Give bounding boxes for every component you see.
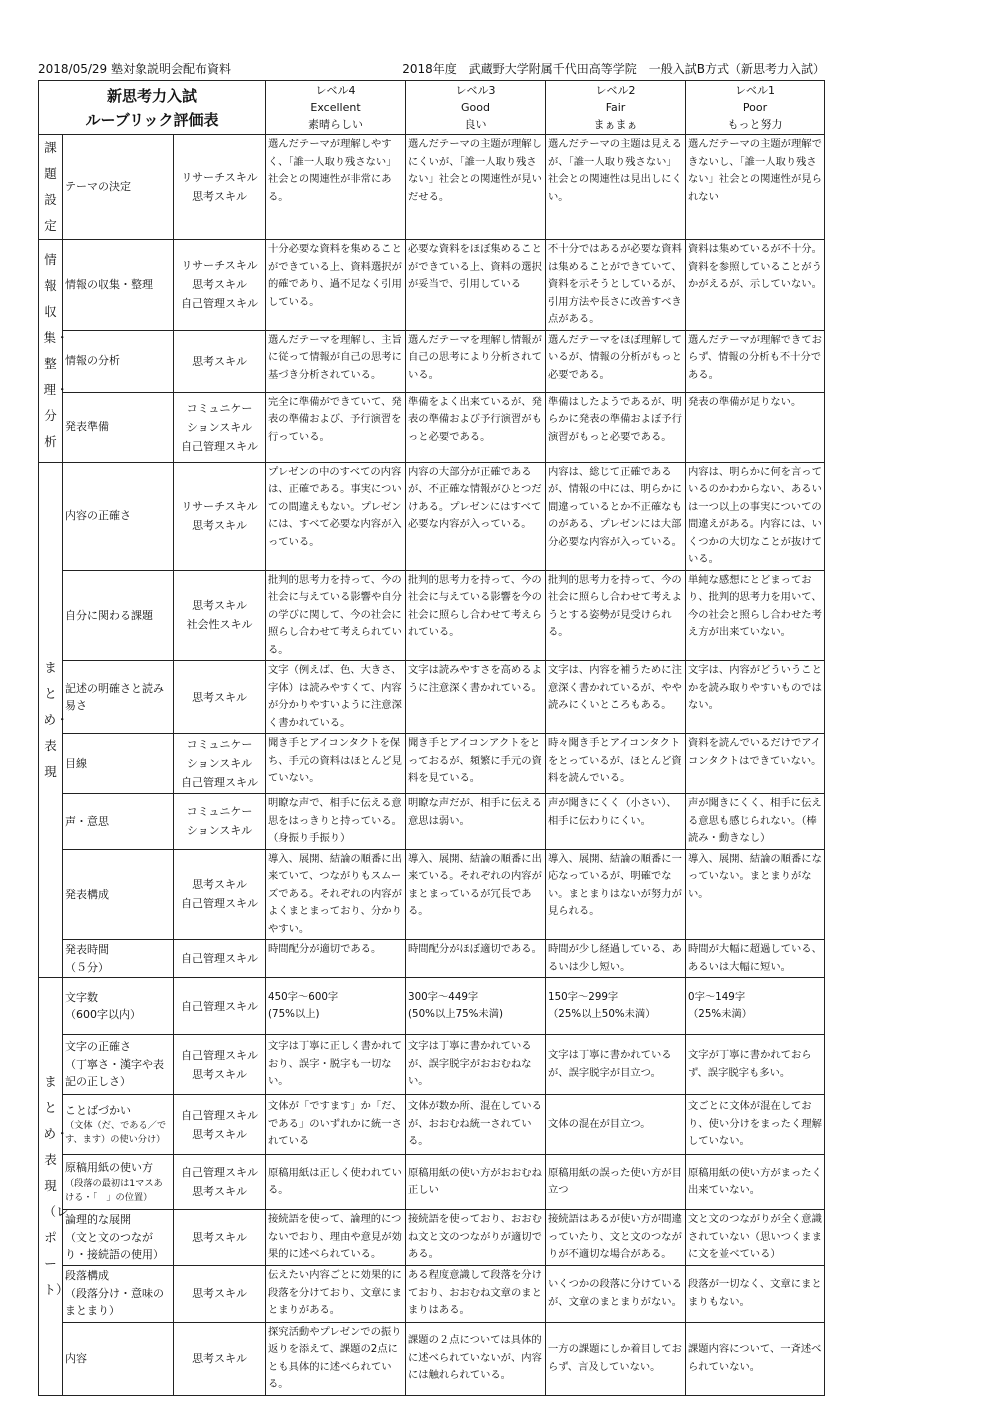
item-note: （段落の最初は1マスあける・「 」の位置） bbox=[65, 1177, 163, 1203]
criteria-l3: 文字は読みやすさを高めるように注意深く書かれている。 bbox=[406, 661, 546, 734]
criteria-l1: 原稿用紙の使い方がまったく出来ていない。 bbox=[686, 1155, 825, 1210]
criteria-l4: 文字は丁寧に正しく書かれており、誤字・脱字も一切ない。 bbox=[266, 1035, 406, 1095]
criteria-l4: 文体が「ですます」か「だ、である」のいずれかに統一されている bbox=[266, 1095, 406, 1155]
level-header-row bbox=[39, 81, 825, 135]
criteria-l2: 批判的思考力を持って、今の社会に照らし合わせて考えようとする姿勢が見受けられる。 bbox=[546, 570, 686, 661]
criteria-l3: 300字～449字 (50%以上75%未満) bbox=[406, 978, 546, 1035]
table-row bbox=[39, 570, 825, 661]
category-label: まとめ・表現（レポート） bbox=[43, 1074, 69, 1298]
criteria-l4: 導入、展開、結論の順番に出来ていて、つながりもスムーズである。それぞれの内容がよくまとまっており、分かりやすい。 bbox=[266, 849, 406, 940]
criteria-l1: 0字～149字 （25%未満） bbox=[686, 978, 825, 1035]
table-title bbox=[39, 81, 266, 135]
table-row bbox=[39, 240, 825, 331]
criteria-l2: 原稿用紙の誤った使い方が目立つ bbox=[546, 1155, 686, 1210]
table-row bbox=[39, 940, 825, 978]
level4-en: Excellent bbox=[310, 101, 361, 114]
criteria-l1: 選んだテーマが理解できておらず、情報の分析も不十分である。 bbox=[686, 330, 825, 392]
skill-cell: 自己管理スキル 思考スキル bbox=[174, 1095, 266, 1155]
item-cell bbox=[63, 794, 174, 850]
level2-name: レベル2 bbox=[595, 84, 636, 97]
criteria-l3: 時間配分がほぼ適切である。 bbox=[406, 940, 546, 978]
item-cell bbox=[63, 462, 174, 570]
item-cell bbox=[63, 734, 174, 794]
level3-header bbox=[406, 81, 546, 135]
item-label: 内容の正確さ bbox=[65, 509, 131, 523]
criteria-l2: 選んだテーマをほぼ理解しているが、情報の分析がもっと必要である。 bbox=[546, 330, 686, 392]
item-cell bbox=[63, 1265, 174, 1322]
table-row bbox=[39, 661, 825, 734]
criteria-l2: 文体の混在が目立つ。 bbox=[546, 1095, 686, 1155]
skill-cell: コミュニケー ションスキル 自己管理スキル bbox=[174, 734, 266, 794]
criteria-l3: 接続語を使っており、おおむね文と文のつながりが適切である。 bbox=[406, 1210, 546, 1266]
criteria-l2: 不十分ではあるが必要な資料は集めることができていて、資料を示そうとしているが、引用方法や長さに改善すべき点がある。 bbox=[546, 240, 686, 331]
category-cell bbox=[39, 978, 69, 1396]
criteria-l4: 探究活動やプレゼンでの振り返りを添えて、課題の2点にとも具体的に述べられている。 bbox=[266, 1322, 406, 1395]
category-cell bbox=[39, 240, 69, 463]
skill-cell: コミュニケー ションスキル 自己管理スキル bbox=[174, 392, 266, 462]
skill-cell: 思考スキル bbox=[174, 1322, 266, 1395]
criteria-l3: ある程度意識して段落を分けており、おおむね文章のまとまりはある。 bbox=[406, 1265, 546, 1322]
item-label: 自分に関わる課題 bbox=[65, 608, 153, 622]
criteria-l4: プレゼンの中のすべての内容は、正確である。事実についての間違えもない。プレゼンには、すべて必要な内容が入っている。 bbox=[266, 462, 406, 570]
rubric-table bbox=[38, 80, 825, 1396]
criteria-l2: 声が聞きにくく（小さい）、相手に伝わりにくい。 bbox=[546, 794, 686, 850]
table-row bbox=[39, 330, 825, 392]
category-cell bbox=[39, 462, 69, 978]
item-label: 文字の正確さ （丁寧さ・漢字や表記の正しさ） bbox=[65, 1040, 164, 1089]
criteria-l1: 単純な感想にとどまっており、批判的思考力を用いて、今の社会と照らし合わせた考え方が出来ていない。 bbox=[686, 570, 825, 661]
criteria-l3: 聞き手とアイコンアクトをとっておるが、頻繁に手元の資料を見ている。 bbox=[406, 734, 546, 794]
level1-header bbox=[686, 81, 825, 135]
skill-cell: 思考スキル bbox=[174, 1265, 266, 1322]
criteria-l1: 選んだテーマの主題が理解できないし、「誰一人取り残さない」社会との関連性が見られない bbox=[686, 135, 825, 240]
category-label: 課題設定 bbox=[44, 140, 57, 233]
table-row bbox=[39, 1265, 825, 1322]
skill-cell: 自己管理スキル 思考スキル bbox=[174, 1035, 266, 1095]
skill-cell: 思考スキル 自己管理スキル bbox=[174, 849, 266, 940]
skill-cell: 自己管理スキル bbox=[174, 978, 266, 1035]
criteria-l2: 一方の課題にしか着目しておらず、言及していない。 bbox=[546, 1322, 686, 1395]
level4-header bbox=[266, 81, 406, 135]
title-line1: 新思考力入試 bbox=[107, 86, 198, 105]
skill-cell: コミュニケー ションスキル bbox=[174, 794, 266, 850]
criteria-l4: 原稿用紙は正しく使われている。 bbox=[266, 1155, 406, 1210]
table-row bbox=[39, 794, 825, 850]
item-cell bbox=[63, 392, 174, 462]
criteria-l3: 選んだテーマの主題が理解しにくいが、「誰一人取り残さない」社会との関連性が見いだせる。 bbox=[406, 135, 546, 240]
criteria-l1: 内容は、明らかに何を言っているのかわからない、あるいは一つ以上の事実についての間違えがある。内容には、いくつかの大切なことが抜けている。 bbox=[686, 462, 825, 570]
item-note: （文体（だ、である／です、ます）の使い分け） bbox=[65, 1120, 167, 1146]
criteria-l3: 文体が数か所、混在しているが、おおむね統一されている。 bbox=[406, 1095, 546, 1155]
criteria-l3: 原稿用紙の使い方がおおむね正しい bbox=[406, 1155, 546, 1210]
table-row bbox=[39, 392, 825, 462]
skill-cell: 自己管理スキル 思考スキル bbox=[174, 1155, 266, 1210]
criteria-l1: 段落が一切なく、文章にまとまりもない。 bbox=[686, 1265, 825, 1322]
criteria-l4: 批判的思考力を持って、今の社会に与えている影響や自分の学びに関して、今の社会に照らし合わせて考えられている。 bbox=[266, 570, 406, 661]
criteria-l2: いくつかの段落に分けているが、文章のまとまりがない。 bbox=[546, 1265, 686, 1322]
item-label: 情報の収集・整理 bbox=[65, 278, 153, 291]
item-cell bbox=[63, 1155, 174, 1210]
level2-header bbox=[546, 81, 686, 135]
criteria-l2: 文字は丁寧に書かれているが、誤字脱字が目立つ。 bbox=[546, 1035, 686, 1095]
criteria-l3: 批判的思考力を持って、今の社会に与えている影響を今の社会に照らし合わせて考えられている。 bbox=[406, 570, 546, 661]
category-cell bbox=[39, 135, 63, 240]
criteria-l1: 声が聞きにくく、相手に伝える意思も感じられない。（棒読み・動きなし） bbox=[686, 794, 825, 850]
criteria-l1: 課題内容について、一斉述べられていない。 bbox=[686, 1322, 825, 1395]
skill-cell: リサーチスキル 思考スキル 自己管理スキル bbox=[174, 240, 266, 331]
item-cell bbox=[63, 849, 174, 940]
criteria-l2: 150字～299字 （25%以上50%未満） bbox=[546, 978, 686, 1035]
criteria-l3: 明瞭な声だが、相手に伝える意思は弱い。 bbox=[406, 794, 546, 850]
criteria-l4: 接続語を使って、論理的につないでおり、理由や意見が効果的に述べられている。 bbox=[266, 1210, 406, 1266]
item-label: 記述の明確さと読み易さ bbox=[65, 681, 164, 712]
criteria-l2: 時々聞き手とアイコンタクトをとっているが、ほとんど資料を読んでいる。 bbox=[546, 734, 686, 794]
item-label: ことばづかい bbox=[65, 1103, 131, 1117]
criteria-l2: 時間が少し経過している、あるいは少し短い。 bbox=[546, 940, 686, 978]
title-line2: ルーブリック評価表 bbox=[85, 110, 219, 129]
criteria-l4: 選んだテーマを理解し、主旨に従って情報が自己の思考に基づき分析されている。 bbox=[266, 330, 406, 392]
item-label: 情報の分析 bbox=[65, 354, 120, 368]
criteria-l3: 選んだテーマを理解し情報が自己の思考により分析されている。 bbox=[406, 330, 546, 392]
criteria-l3: 内容の大部分が正確であるが、不正確な情報がひとつだけある。プレゼンにはすべて必要な内容が入っている。 bbox=[406, 462, 546, 570]
table-row bbox=[39, 462, 825, 570]
criteria-l2: 選んだテーマの主題は見えるが、「誰一人取り残さない」社会との関連性は見出しにくい。 bbox=[546, 135, 686, 240]
item-cell bbox=[63, 1035, 174, 1095]
item-cell bbox=[63, 978, 174, 1035]
item-cell bbox=[63, 1210, 174, 1266]
criteria-l4: 十分必要な資料を集めることができている上、資料選択が的確であり、過不足なく引用している。 bbox=[266, 240, 406, 331]
item-cell bbox=[63, 330, 174, 392]
item-label: 段落構成 （段落分け・意味のまとまり） bbox=[65, 1269, 164, 1318]
level4-jp: 素晴らしい bbox=[308, 118, 364, 131]
table-row bbox=[39, 1035, 825, 1095]
skill-cell: リサーチスキル 思考スキル bbox=[174, 135, 266, 240]
criteria-l2: 内容は、総じて正確であるが、情報の中には、明らかに間違っているとか不正確なものがある、プレゼンには大部分必要な内容が入っている。 bbox=[546, 462, 686, 570]
criteria-l4: 時間配分が適切である。 bbox=[266, 940, 406, 978]
item-label: 発表準備 bbox=[65, 420, 109, 434]
item-label: 目線 bbox=[65, 756, 87, 770]
criteria-l4: 伝えたい内容ごとに効果的に段落を分けており、文章にまとまりがある。 bbox=[266, 1265, 406, 1322]
item-label: 原稿用紙の使い方 bbox=[65, 1161, 153, 1175]
item-label: 文字数 （600字以内） bbox=[65, 990, 141, 1021]
level1-name: レベル1 bbox=[735, 84, 776, 97]
criteria-l3: 必要な資料をほぼ集めることができている上、資料の選択が妥当で、引用している bbox=[406, 240, 546, 331]
level3-en: Good bbox=[461, 101, 490, 114]
criteria-l3: 準備をよく出来ているが、発表の準備および予行演習がもっと必要である。 bbox=[406, 392, 546, 462]
criteria-l2: 準備はしたようであるが、明らかに発表の準備およぼ予行演習がもっと必要である。 bbox=[546, 392, 686, 462]
criteria-l1: 資料を読んでいるだけでアイコンタクトはできていない。 bbox=[686, 734, 825, 794]
item-label: 内容 bbox=[65, 1351, 87, 1365]
category-label: まとめ・表現 bbox=[43, 659, 69, 779]
level3-jp: 良い bbox=[464, 118, 487, 131]
item-label: 論理的な展開 （文と文のつながり・接続語の使用） bbox=[65, 1213, 164, 1261]
criteria-l1: 時間が大幅に超過している、あるいは大幅に短い。 bbox=[686, 940, 825, 978]
table-row bbox=[39, 978, 825, 1035]
criteria-l3: 課題の２点については具体的に述べられていないが、内容には触れられている。 bbox=[406, 1322, 546, 1395]
criteria-l4: 選んだテーマが理解しやすく、「誰一人取り残さない」社会との関連性が非常にある。 bbox=[266, 135, 406, 240]
criteria-l4: 聞き手とアイコンタクトを保ち、手元の資料はほとんど見ていない。 bbox=[266, 734, 406, 794]
item-cell bbox=[63, 135, 174, 240]
level1-en: Poor bbox=[742, 101, 768, 114]
criteria-l1: 資料は集めているが不十分。資料を参照していることがうかがえるが、示していない。 bbox=[686, 240, 825, 331]
criteria-l1: 文字は、内容がどういうことかを読み取りやすいものではない。 bbox=[686, 661, 825, 734]
criteria-l4: 明瞭な声で、相手に伝える意思をはっきりと持っている。（身振り手振り） bbox=[266, 794, 406, 850]
item-label: 発表時間 （５分） bbox=[65, 943, 109, 974]
table-row bbox=[39, 849, 825, 940]
level3-name: レベル3 bbox=[455, 84, 496, 97]
item-cell bbox=[63, 1322, 174, 1395]
item-cell bbox=[63, 570, 174, 661]
table-row bbox=[39, 1210, 825, 1266]
table-row bbox=[39, 1095, 825, 1155]
table-row bbox=[39, 1155, 825, 1210]
criteria-l1: 発表の準備が足りない。 bbox=[686, 392, 825, 462]
skill-cell: 思考スキル bbox=[174, 330, 266, 392]
level4-name: レベル4 bbox=[315, 84, 356, 97]
table-row bbox=[39, 734, 825, 794]
criteria-l4: 文字（例えば、色、大きさ、字体）は読みやすくて、内容が分かりやすいように注意深く書かれている。 bbox=[266, 661, 406, 734]
header-right: 2018年度 武蔵野大学附属千代田高等学院 一般入試B方式（新思考力入試） bbox=[402, 62, 825, 76]
level1-jp: もっと努力 bbox=[727, 118, 783, 131]
item-cell bbox=[63, 1095, 174, 1155]
skill-cell: 思考スキル bbox=[174, 1210, 266, 1266]
criteria-l2: 導入、展開、結論の順番に一応なっているが、明確でない。まとまりはないが努力が見られる。 bbox=[546, 849, 686, 940]
item-cell bbox=[63, 940, 174, 978]
item-label: テーマの決定 bbox=[65, 180, 131, 194]
criteria-l3: 導入、展開、結論の順番に出来ている。それぞれの内容がまとまっているが冗長である。 bbox=[406, 849, 546, 940]
skill-cell: 思考スキル bbox=[174, 661, 266, 734]
criteria-l4: 完全に準備ができていて、発表の準備および、予行演習を行っている。 bbox=[266, 392, 406, 462]
level2-en: Fair bbox=[605, 101, 626, 114]
item-cell bbox=[63, 661, 174, 734]
item-cell bbox=[63, 240, 174, 331]
skill-cell: リサーチスキル 思考スキル bbox=[174, 462, 266, 570]
criteria-l2: 接続語はあるが使い方が間違っていたり、文と文のつながりが不適切な場合がある。 bbox=[546, 1210, 686, 1266]
table-row bbox=[39, 135, 825, 240]
criteria-l1: 文字が丁寧に書かれておらず、誤字脱字も多い。 bbox=[686, 1035, 825, 1095]
criteria-l1: 文と文のつながりが全く意識されていない（思いつくままに文を並べている） bbox=[686, 1210, 825, 1266]
item-label: 発表構成 bbox=[65, 887, 109, 901]
criteria-l1: 導入、展開、結論の順番になっていない。まとまりがない。 bbox=[686, 849, 825, 940]
category-label: 情報収集・整理・分析 bbox=[43, 251, 69, 449]
level2-jp: まぁまぁ bbox=[593, 118, 638, 131]
criteria-l3: 文字は丁寧に書かれているが、誤字脱字がおおむねない。 bbox=[406, 1035, 546, 1095]
criteria-l4: 450字～600字 (75%以上) bbox=[266, 978, 406, 1035]
criteria-l1: 文ごとに文体が混在しており、使い分けをまったく理解していない。 bbox=[686, 1095, 825, 1155]
item-label: 声・意思 bbox=[65, 814, 109, 828]
header-left: 2018/05/29 塾対象説明会配布資料 bbox=[38, 62, 231, 76]
skill-cell: 思考スキル 社会性スキル bbox=[174, 570, 266, 661]
skill-cell: 自己管理スキル bbox=[174, 940, 266, 978]
table-row bbox=[39, 1322, 825, 1395]
criteria-l2: 文字は、内容を補うために注意深く書かれているが、やや読みにくいところもある。 bbox=[546, 661, 686, 734]
